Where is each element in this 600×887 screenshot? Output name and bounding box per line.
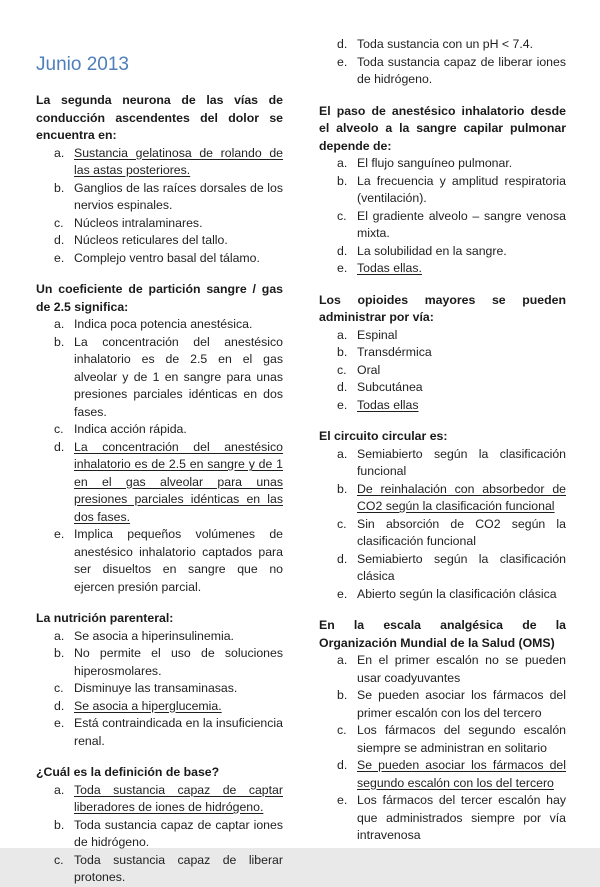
option-row — [36, 180, 283, 215]
option-letter: d. — [337, 758, 348, 772]
option-row — [319, 792, 566, 845]
option-text: Transdérmica — [357, 345, 432, 359]
question-stem: Un coeficiente de partición sangre / gas de 2.5 significa: — [36, 282, 283, 314]
option-row — [319, 757, 566, 792]
option-row — [319, 687, 566, 722]
option-text: Semiabierto según la clasificación clásica — [357, 551, 566, 583]
option-letter: b. — [54, 817, 65, 832]
option-text: Abierto según la clasificación clásica — [357, 586, 557, 601]
question-continuation-block — [319, 36, 566, 89]
option-text: Se asocia a hiperinsulinemia. — [74, 628, 234, 643]
question-stem: Los opioides mayores se pueden administrar por vía: — [319, 292, 566, 324]
option-text: Toda sustancia con un pH < 7.4. — [357, 37, 534, 51]
option-text: Indica poca potencia anestésica. — [74, 317, 253, 331]
option-letter: c. — [54, 681, 64, 695]
option-text-answer-underlined: Todas ellas — [357, 397, 419, 412]
option-text-answer-underlined: Sustancia gelatinosa de rolando de las astas posteriores. — [74, 145, 283, 177]
option-row — [36, 215, 283, 233]
option-row — [36, 250, 283, 268]
option-letter: d. — [337, 37, 348, 51]
option-row — [319, 722, 566, 757]
option-text: Semiabierto según la clasificación funcional — [357, 446, 566, 478]
option-letter: e. — [54, 250, 65, 265]
option-letter: e. — [337, 793, 348, 807]
page-title: Junio 2013 — [36, 54, 129, 75]
option-letter: c. — [337, 208, 347, 223]
option-text-answer-underlined: Se asocia a hiperglucemia. — [74, 698, 222, 713]
option-letter: e. — [337, 261, 348, 275]
option-text: Toda sustancia capaz de liberar protones. — [74, 852, 283, 884]
option-row — [36, 817, 283, 852]
option-row — [36, 334, 283, 422]
option-row — [36, 145, 283, 180]
option-row — [36, 232, 283, 250]
option-row — [319, 36, 566, 54]
option-row — [36, 421, 283, 439]
option-text: Toda sustancia capaz de captar iones de hidrógeno. — [74, 817, 283, 849]
option-letter: b. — [337, 688, 348, 702]
option-text: En el primer escalón no se pueden usar coadyuvantes — [357, 653, 566, 685]
option-text: Los fármacos del segundo escalón siempre se administran en solitario — [357, 723, 566, 755]
option-row — [36, 852, 283, 887]
option-row — [36, 680, 283, 698]
question-block — [319, 617, 566, 845]
option-text: Los fármacos del tercer escalón hay que administrados siempre por vía intravenosa — [357, 793, 566, 842]
option-text-answer-underlined: Todas ellas. — [357, 261, 422, 275]
option-letter: c. — [337, 362, 347, 377]
option-row — [36, 628, 283, 646]
option-text: El flujo sanguíneo pulmonar. — [357, 156, 513, 170]
option-letter: d. — [54, 439, 65, 454]
option-letter: a. — [337, 446, 348, 461]
option-text: Toda sustancia capaz de liberar iones de hidrógeno. — [357, 54, 566, 86]
option-row — [319, 344, 566, 362]
option-row — [36, 439, 283, 527]
option-row — [319, 208, 566, 243]
question-stem: La nutrición parenteral: — [36, 611, 174, 625]
option-row — [319, 327, 566, 345]
option-text-answer-underlined: De reinhalación con absorbedor de CO2 según la clasificación funcional — [357, 481, 566, 513]
option-letter: d. — [337, 551, 348, 566]
option-letter: b. — [54, 180, 65, 195]
question-stem: El paso de anestésico inhalatorio desde el alveolo a la sangre capilar pulmonar depende de: — [319, 103, 566, 153]
option-text-answer-underlined: Se pueden asociar los fármacos del segundo escalón con los del tercero — [357, 758, 566, 790]
option-text: Está contraindicada en la insuficiencia renal. — [74, 716, 283, 748]
question-stem: En la escala analgésica de la Organización Mundial de la Salud (OMS) — [319, 618, 566, 650]
option-text-answer-underlined: Toda sustancia capaz de captar liberadores de iones de hidrógeno. — [74, 782, 283, 814]
option-letter: b. — [54, 646, 65, 660]
option-letter: b. — [337, 173, 348, 188]
option-text-answer-underlined: La concentración del anestésico inhalatorio es de 2.5 en sangre y de 1 en el gas alveolar para unas presiones parciales idénticas en las dos fases. — [74, 439, 283, 524]
option-row — [36, 715, 283, 750]
option-text: Subcutánea — [357, 380, 423, 394]
question-block — [36, 281, 283, 596]
option-letter: e. — [54, 527, 65, 541]
option-letter: c. — [54, 852, 64, 867]
option-text: La solubilidad en la sangre. — [357, 243, 507, 258]
option-letter: e. — [337, 397, 348, 412]
question-stem: El circuito circular es: — [319, 429, 448, 443]
option-text: Núcleos reticulares del tallo. — [74, 233, 228, 247]
question-block — [36, 610, 283, 750]
option-row — [319, 397, 566, 415]
option-row — [36, 526, 283, 596]
option-text: Sin absorción de CO2 según la clasificación funcional — [357, 516, 566, 548]
option-letter: a. — [54, 145, 65, 160]
option-row — [36, 645, 283, 680]
option-letter: c. — [54, 422, 64, 436]
option-row — [319, 362, 566, 380]
option-row — [319, 54, 566, 89]
option-text: Complejo ventro basal del tálamo. — [74, 250, 260, 265]
option-row — [319, 652, 566, 687]
option-letter: d. — [54, 233, 65, 247]
option-letter: b. — [337, 345, 348, 359]
option-letter: a. — [54, 317, 65, 331]
option-text: Implica pequeños volúmenes de anestésico inhalatorio captados para ser disueltos en sangre que no ejercen presión parcial. — [74, 527, 283, 594]
left-column — [36, 36, 283, 884]
option-row — [36, 782, 283, 817]
option-row — [36, 698, 283, 716]
question-block — [319, 428, 566, 603]
option-text: Espinal — [357, 327, 398, 342]
option-letter: c. — [337, 516, 347, 531]
option-letter: e. — [54, 716, 65, 730]
question-block — [36, 92, 283, 267]
option-letter: c. — [54, 215, 64, 230]
option-text: Se pueden asociar los fármacos del primer escalón con los del tercero — [357, 688, 566, 720]
option-text: Núcleos intralaminares. — [74, 215, 203, 230]
question-block — [319, 103, 566, 278]
option-letter: a. — [337, 327, 348, 342]
option-letter: d. — [54, 698, 65, 713]
option-letter: a. — [337, 156, 348, 170]
option-text: Ganglios de las raíces dorsales de los nervios espinales. — [74, 180, 283, 212]
option-text: Oral — [357, 362, 381, 377]
option-letter: d. — [337, 243, 348, 258]
option-letter: b. — [337, 481, 348, 496]
option-text: Indica acción rápida. — [74, 422, 187, 436]
option-letter: a. — [54, 782, 65, 797]
option-row — [319, 516, 566, 551]
option-text: La frecuencia y amplitud respiratoria (ventilación). — [357, 173, 566, 205]
option-text: Disminuye las transaminasas. — [74, 681, 238, 695]
option-row — [319, 243, 566, 261]
option-letter: b. — [54, 334, 65, 349]
option-letter: c. — [337, 723, 347, 737]
option-row — [319, 586, 566, 604]
option-letter: a. — [337, 653, 348, 667]
option-row — [319, 551, 566, 586]
option-letter: d. — [337, 380, 348, 394]
option-letter: e. — [337, 586, 348, 601]
question-block — [36, 764, 283, 887]
option-row — [319, 173, 566, 208]
right-column — [319, 36, 566, 848]
question-stem: ¿Cuál es la definición de base? — [36, 765, 220, 779]
option-letter: a. — [54, 628, 65, 643]
option-text: La concentración del anestésico inhalatorio es de 2.5 en el gas alveolar y de 1 en sangre para unas presiones parciales idénticas en dos fases. — [74, 334, 283, 419]
option-letter: e. — [337, 54, 348, 69]
option-row — [319, 260, 566, 278]
option-row — [319, 155, 566, 173]
option-row — [319, 446, 566, 481]
option-text: No permite el uso de soluciones hiperosmolares. — [74, 646, 283, 678]
question-block — [319, 292, 566, 415]
question-stem: La segunda neurona de las vías de conducción ascendentes del dolor se encuentra en: — [36, 93, 283, 142]
option-row — [36, 316, 283, 334]
option-text: El gradiente alveolo – sangre venosa mixta. — [357, 208, 566, 240]
option-row — [319, 481, 566, 516]
option-row — [319, 379, 566, 397]
